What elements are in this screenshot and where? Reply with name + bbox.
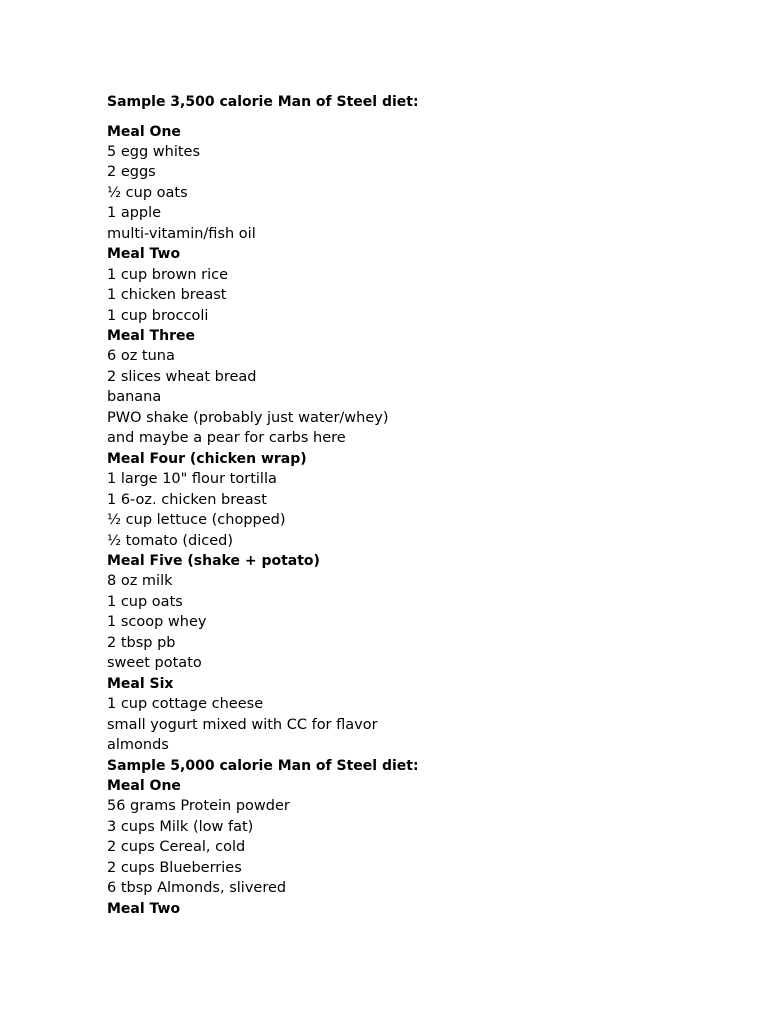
list-item: 56 grams Protein powder xyxy=(107,798,290,815)
list-item: 2 cups Cereal, cold xyxy=(107,839,246,856)
list-item: 6 tbsp Almonds, slivered xyxy=(107,880,287,897)
section-heading: Meal Two xyxy=(107,900,181,917)
list-item: 1 cup broccoli xyxy=(107,307,209,324)
list-item: 1 chicken breast xyxy=(107,287,227,304)
section-heading: Meal Four (chicken wrap) xyxy=(107,450,307,467)
list-item: 1 cup cottage cheese xyxy=(107,696,264,713)
section-heading: Meal Three xyxy=(107,328,195,345)
section-heading: Meal Five (shake + potato) xyxy=(107,553,320,570)
document-page xyxy=(107,92,727,919)
document-title: Sample 3,500 calorie Man of Steel diet: xyxy=(107,94,419,110)
list-item: ½ tomato (diced) xyxy=(107,532,234,549)
section-heading: Meal One xyxy=(107,123,181,140)
list-item: multi-vitamin/fish oil xyxy=(107,225,256,242)
list-item: PWO shake (probably just water/whey) xyxy=(107,409,389,426)
list-item: 1 6-oz. chicken breast xyxy=(107,491,267,508)
list-item: 1 cup brown rice xyxy=(107,266,229,283)
list-item: 8 oz milk xyxy=(107,573,173,590)
list-item: and maybe a pear for carbs here xyxy=(107,430,346,447)
list-item: 2 slices wheat bread xyxy=(107,368,257,385)
list-item: 1 large 10" flour tortilla xyxy=(107,471,277,488)
list-item: ½ cup lettuce (chopped) xyxy=(107,512,286,529)
list-item: 6 oz tuna xyxy=(107,348,175,365)
list-item: 1 cup oats xyxy=(107,593,183,610)
list-item: 3 cups Milk (low fat) xyxy=(107,818,254,835)
list-item: 5 egg whites xyxy=(107,143,201,160)
section-heading: Sample 5,000 calorie Man of Steel diet: xyxy=(107,757,419,774)
list-item: sweet potato xyxy=(107,655,202,672)
list-item: 2 cups Blueberries xyxy=(107,859,242,876)
list-item: banana xyxy=(107,389,162,406)
list-item: small yogurt mixed with CC for flavor xyxy=(107,716,378,733)
list-item: 1 scoop whey xyxy=(107,614,207,631)
section-heading: Meal Six xyxy=(107,675,174,692)
list-item: 2 eggs xyxy=(107,164,156,181)
list-item: almonds xyxy=(107,737,169,754)
list-item: 1 apple xyxy=(107,205,162,222)
section-heading: Meal One xyxy=(107,778,181,794)
section-heading: Meal Two xyxy=(107,246,181,263)
list-item: ½ cup oats xyxy=(107,184,188,201)
list-item: 2 tbsp pb xyxy=(107,634,176,651)
document-lines xyxy=(107,122,727,920)
